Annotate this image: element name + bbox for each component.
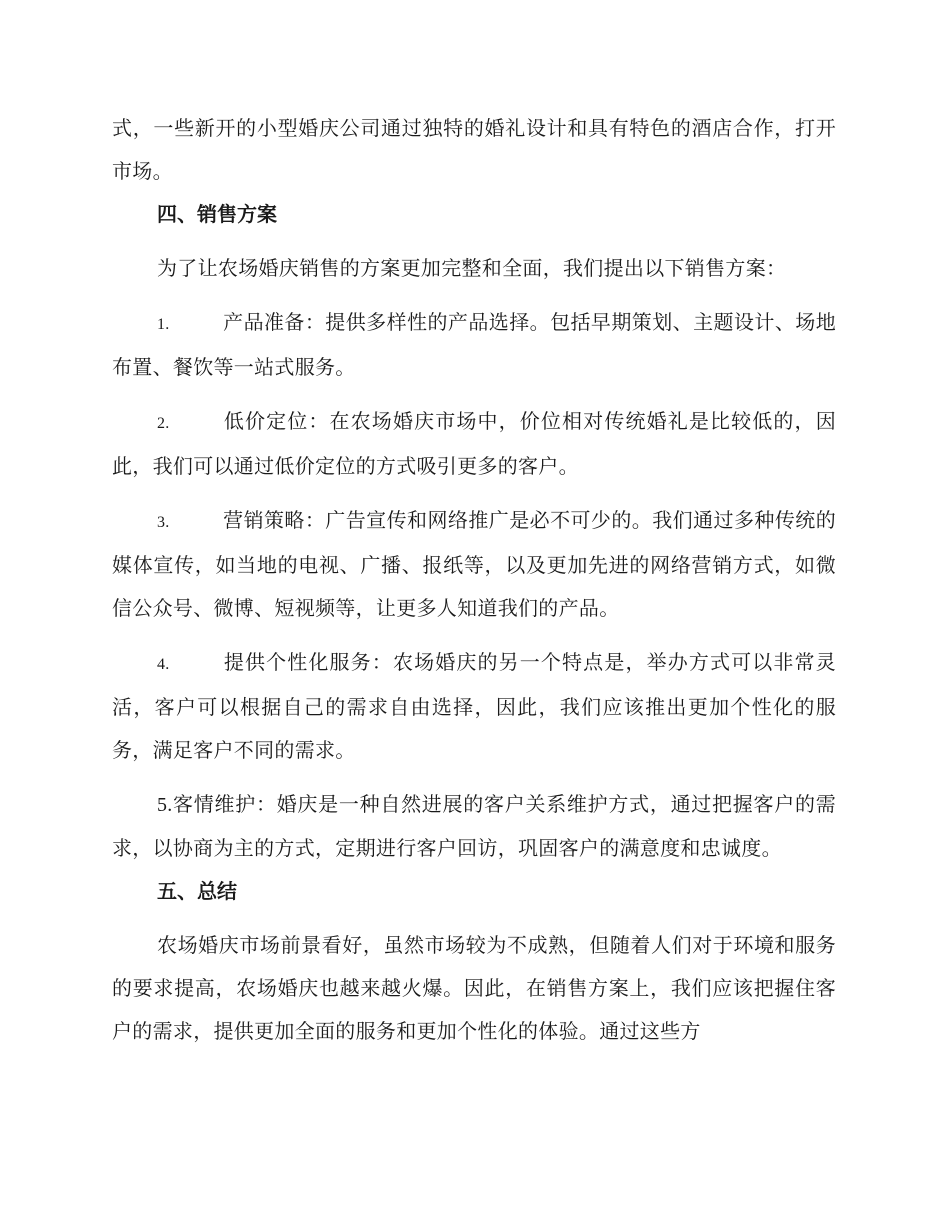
list-item-text: 产品准备：提供多样性的产品选择。包括早期策划、主题设计、场地布置、餐饮等一站式服务。 [112, 310, 836, 379]
list-item [112, 641, 836, 772]
list-item-text: 提供个性化服务：农场婚庆的另一个特点是，举办方式可以非常灵活，客户可以根据自己的需求自由选择，因此，我们应该推出更加个性化的服务，满足客户不同的需求。 [112, 650, 836, 762]
list-item-text: 营销策略：广告宣传和网络推广是必不可少的。我们通过多种传统的媒体宣传，如当地的电视、广播、报纸等，以及更加先进的网络营销方式，如微信公众号、微博、短视频等，让更多人知道我们的产品。 [112, 508, 836, 620]
document-page [112, 107, 836, 1053]
list-item-number: 1. [157, 316, 170, 333]
list-item [112, 783, 836, 870]
list-item [112, 400, 836, 488]
list-item-text: 客情维护：婚庆是一种自然进展的客户关系维护方式，通过把握客户的需求，以协商为主的方式，定期进行客户回访，巩固客户的满意度和忠诚度。 [112, 792, 836, 860]
paragraph-summary: 农场婚庆市场前景看好，虽然市场较为不成熟，但随着人们对于环境和服务的要求提高，农场婚庆也越来越火爆。因此，在销售方案上，我们应该把握住客户的需求，提供更加全面的服务和更加个性化的体验。通过这些方 [112, 933, 836, 1043]
section-heading-sales-plan: 四、销售方案 [157, 202, 277, 226]
list-item-number: 3. [157, 514, 170, 531]
list-item-number: 2. [157, 415, 170, 432]
list-item-number: 4. [157, 656, 170, 673]
list-item [112, 301, 836, 389]
list-item-number: 5. [157, 794, 173, 816]
section-heading-summary: 五、总结 [157, 879, 237, 903]
paragraph-intro-tail: 式，一些新开的小型婚庆公司通过独特的婚礼设计和具有特色的酒店合作，打开市场。 [112, 116, 836, 183]
list-item [112, 499, 836, 630]
paragraph-sales-plan-lead: 为了让农场婚庆销售的方案更加完整和全面，我们提出以下销售方案： [157, 256, 787, 280]
list-item-text: 低价定位：在农场婚庆市场中，价位相对传统婚礼是比较低的，因此，我们可以通过低价定位的方式吸引更多的客户。 [112, 409, 836, 478]
